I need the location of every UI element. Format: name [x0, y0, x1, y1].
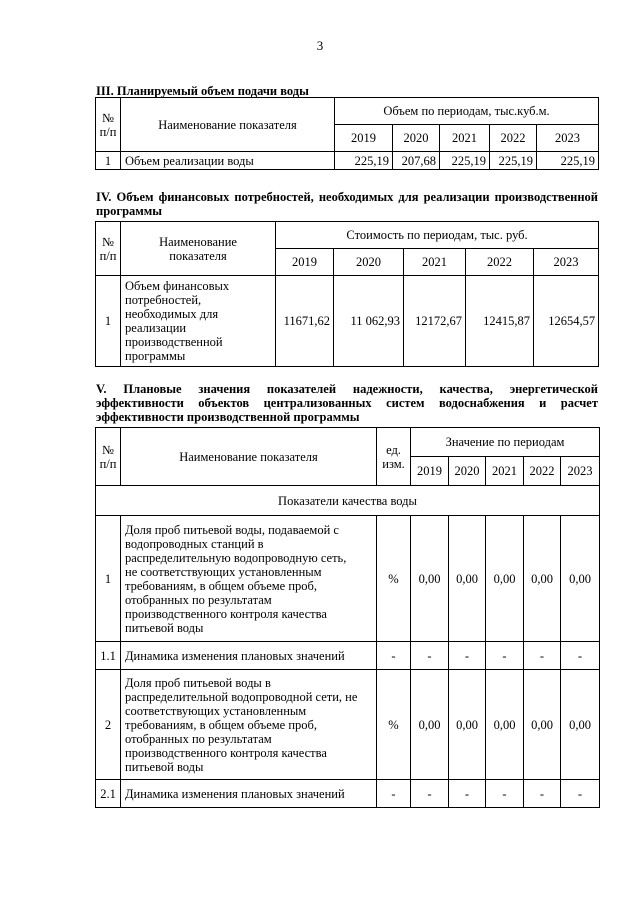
col-group-header: Значение по периодам	[411, 428, 600, 457]
value-cell: 0,00	[561, 670, 600, 780]
value-cell: 12415,87	[466, 276, 534, 367]
row-name: Объем финансовых потребностей, необходимых для реализации производственной программы	[121, 276, 276, 367]
value-cell: 0,00	[486, 670, 524, 780]
value-cell: 0,00	[449, 516, 486, 642]
row-number: 1	[96, 516, 121, 642]
row-unit: -	[377, 780, 411, 808]
row-number: 2.1	[96, 780, 121, 808]
col-no-header: № п/п	[96, 222, 121, 276]
value-cell: 225,19	[335, 152, 393, 170]
value-cell: -	[561, 780, 600, 808]
col-no-header: № п/п	[96, 428, 121, 486]
value-cell: 225,19	[490, 152, 537, 170]
page-number: 3	[316, 38, 324, 53]
col-unit-header: ед. изм.	[377, 428, 411, 486]
year-header: 2019	[335, 125, 393, 152]
col-name-header: Наименование показателя	[121, 428, 377, 486]
value-cell: 11 062,93	[334, 276, 404, 367]
col-name-header: Наименование показателя	[121, 98, 335, 152]
row-unit: %	[377, 670, 411, 780]
row-number: 1	[96, 276, 121, 367]
value-cell: -	[524, 642, 561, 670]
value-cell: 0,00	[524, 516, 561, 642]
section-3-title: III. Планируемый объем подачи воды	[96, 84, 309, 98]
table-row	[96, 276, 599, 367]
value-cell: -	[449, 642, 486, 670]
row-number: 1	[96, 152, 121, 170]
year-header: 2019	[276, 249, 334, 276]
year-header: 2023	[561, 457, 600, 486]
year-header: 2022	[466, 249, 534, 276]
financial-needs-table	[95, 221, 599, 367]
year-header: 2020	[334, 249, 404, 276]
col-name-header: Наименование показателя	[121, 222, 276, 276]
table-row	[96, 516, 600, 642]
value-cell: 0,00	[561, 516, 600, 642]
col-no-header: № п/п	[96, 98, 121, 152]
value-cell: 225,19	[537, 152, 599, 170]
year-header: 2022	[524, 457, 561, 486]
value-cell: -	[486, 642, 524, 670]
value-cell: 0,00	[524, 670, 561, 780]
year-header: 2023	[534, 249, 599, 276]
year-header: 2023	[537, 125, 599, 152]
value-cell: 0,00	[411, 670, 449, 780]
value-cell: -	[561, 642, 600, 670]
row-number: 1.1	[96, 642, 121, 670]
value-cell: -	[524, 780, 561, 808]
planned-water-supply-table	[95, 97, 599, 170]
year-header: 2021	[486, 457, 524, 486]
col-group-header: Объем по периодам, тыс.куб.м.	[335, 98, 599, 125]
year-header: 2020	[393, 125, 440, 152]
table-row	[96, 642, 600, 670]
section-4-title: IV. Объем финансовых потребностей, необходимых для реализации производственной программы	[96, 190, 598, 218]
row-name: Доля проб питьевой воды в распределительной водопроводной сети, не соответствующих установленным требованиям, в общем объеме проб, отобранных по результатам производственного контроля качества питьевой воды	[121, 670, 377, 780]
table-row	[96, 670, 600, 780]
value-cell: -	[411, 780, 449, 808]
table-row	[96, 152, 599, 170]
col-group-header: Стоимость по периодам, тыс. руб.	[276, 222, 599, 249]
quality-indicators-table	[95, 427, 600, 808]
year-header: 2019	[411, 457, 449, 486]
value-cell: -	[411, 642, 449, 670]
value-cell: 12172,67	[404, 276, 466, 367]
section-5-title: V. Плановые значения показателей надежности, качества, энергетической эффективности объектов централизованных систем водоснабжения и расчет эффективности производственной программы	[96, 382, 598, 424]
year-header: 2020	[449, 457, 486, 486]
value-cell: 225,19	[440, 152, 490, 170]
value-cell: 11671,62	[276, 276, 334, 367]
row-unit: -	[377, 642, 411, 670]
row-name: Доля проб питьевой воды, подаваемой с водопроводных станций в распределительную водопроводную сеть, не соответствующих установленным требованиям, в общем объеме проб, отобранных по результатам производственного контроля качества питьевой воды	[121, 516, 377, 642]
year-header: 2022	[490, 125, 537, 152]
value-cell: 207,68	[393, 152, 440, 170]
row-name: Динамика изменения плановых значений	[121, 642, 377, 670]
table-row	[96, 780, 600, 808]
row-number: 2	[96, 670, 121, 780]
value-cell: 0,00	[449, 670, 486, 780]
value-cell: -	[449, 780, 486, 808]
value-cell: -	[486, 780, 524, 808]
row-name: Объем реализации воды	[121, 152, 335, 170]
value-cell: 0,00	[486, 516, 524, 642]
value-cell: 12654,57	[534, 276, 599, 367]
row-name: Динамика изменения плановых значений	[121, 780, 377, 808]
value-cell: 0,00	[411, 516, 449, 642]
row-unit: %	[377, 516, 411, 642]
year-header: 2021	[440, 125, 490, 152]
year-header: 2021	[404, 249, 466, 276]
subheader-row: Показатели качества воды	[96, 486, 600, 516]
